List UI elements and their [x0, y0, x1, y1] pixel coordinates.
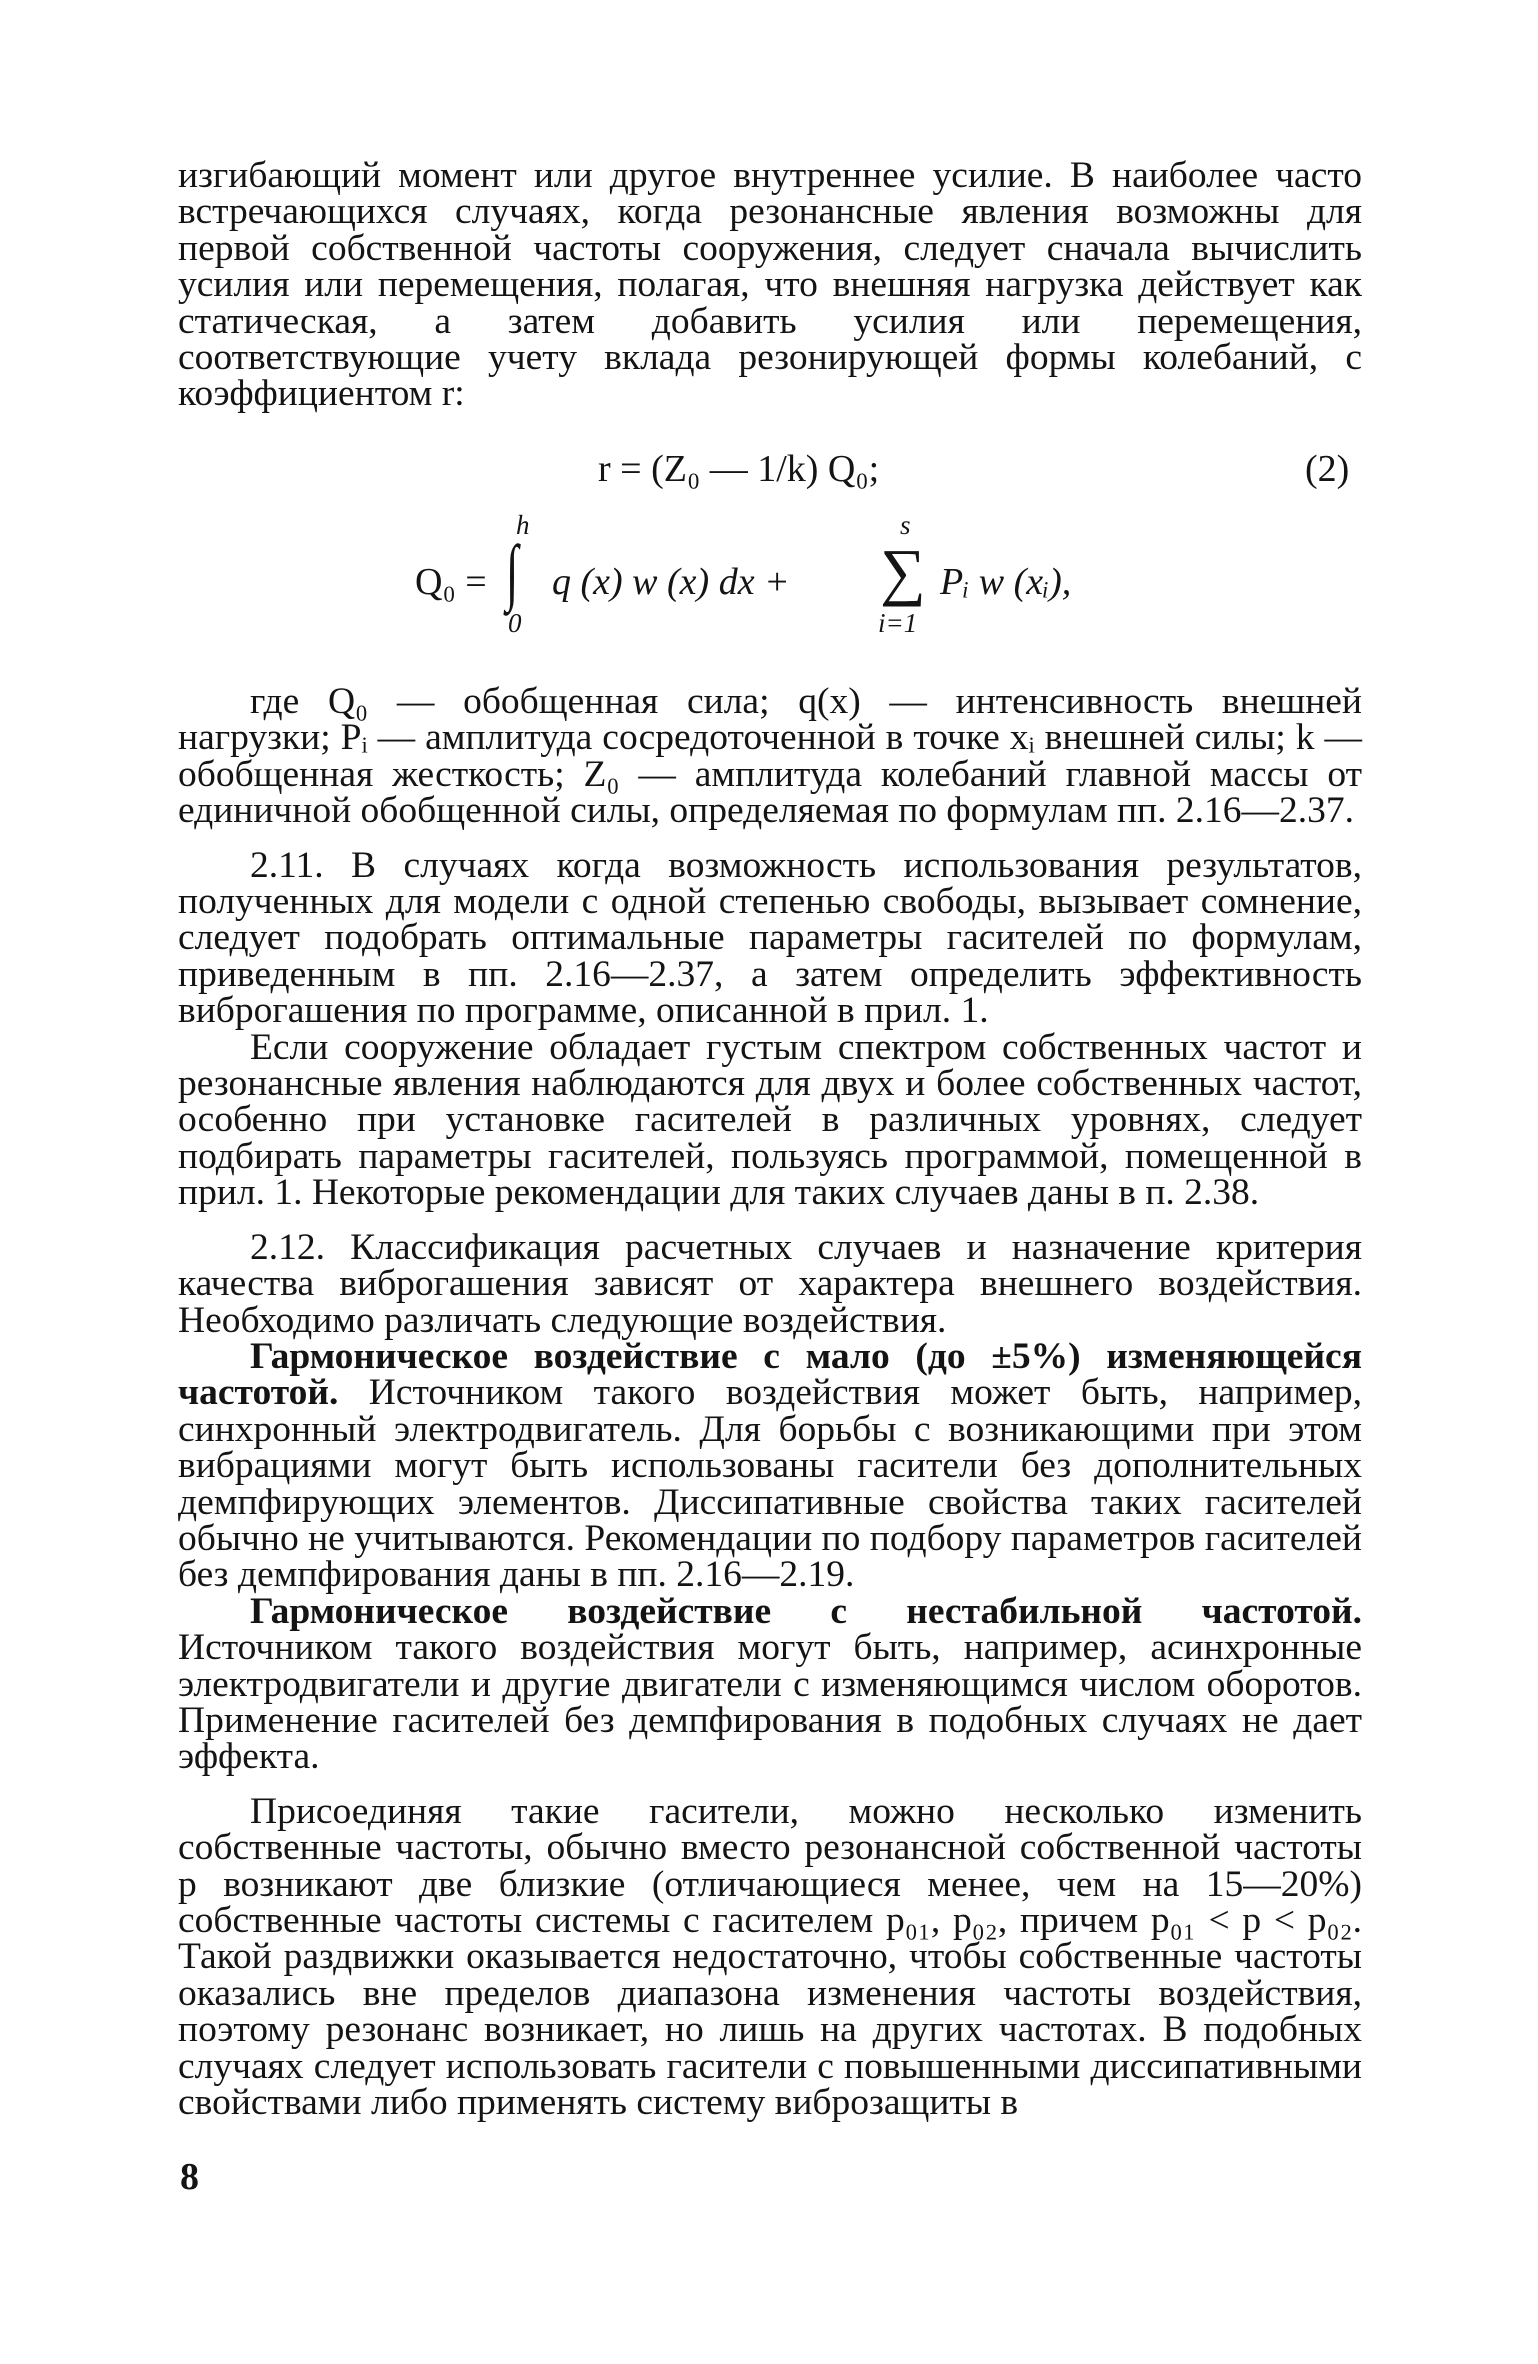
formula-q-sum-term: Pᵢ w (xᵢ),: [940, 561, 1072, 603]
intro-paragraph: изгибающий момент или другое внутреннее усилие. В наиболее часто встречающихся случаях, когда резонансные явления возможны для первой собственной частоты сооружения, следует сначала вычислить усилия или перемещения, полагая, что внешняя нагрузка действует как статическая, а затем добавить усилия или перемещения, соответствующие учету вклада резонирующей формы колебаний, с коэффициентом r:: [178, 155, 1362, 415]
integral-upper-limit: h: [516, 510, 530, 540]
sum-lower-limit: i=1: [878, 608, 918, 638]
heading-harmonic-stable: Гармоническое воздействие с мало (до ±5%) изменяющейся частотой.: [178, 1335, 1362, 1414]
sum-upper-limit: s: [900, 510, 911, 540]
intro-paragraph-block: [178, 155, 1362, 415]
body-text-block: [178, 681, 1362, 2124]
formula-number: (2): [1305, 448, 1350, 490]
paragraph-harmonic-unstable: [178, 1590, 1362, 1778]
text-harmonic-unstable: Источником такого воздействия могут быть, например, асинхронные электродвигатели и другие двигатели с изменяющимся числом оборотов. Применение гасителей без демпфирования в подобных случаях не дает эффекта.: [178, 1627, 1362, 1778]
text-harmonic-stable: Источником такого воздействия может быть, например, синхронный электродвигатель. Для борьбы с возникающими при этом вибрациями могут быть использованы гасители без дополнительных демпфирующих элементов. Диссипативные свойства таких гасителей обычно не учитываются. Рекомендации по подбору параметров гасителей без демпфирования даны в пп. 2.16—2.19.: [178, 1372, 1362, 1596]
paragraph-harmonic-stable: [178, 1335, 1362, 1596]
paragraph-attach-dampers: Присоединяя такие гасители, можно несколько изменить собственные частоты, обычно вместо резонансной собственной частоты p возникают две близкие (отличающиеся менее, чем на 15—20%) собственные частоты системы с гасителем p₀₁, p₀₂, причем p₀₁ < p < p₀₂. Такой раздвижки оказывается недостаточно, чтобы собственные частоты оказались вне пределов диапазона изменения частоты воздействия, поэтому резонанс возникает, но лишь на других частотах. В подобных случаях следует использовать гасители с повышенными диссипативными свойствами либо применять систему виброзащиты в: [178, 1790, 1362, 2124]
formula-q-lhs: Q₀ =: [415, 561, 487, 603]
paragraph-2-12: 2.12. Классификация расчетных случаев и назначение критерия качества виброгашения зависят от характера внешнего воздействия. Необходимо различать следующие воздействия.: [178, 1226, 1362, 1341]
formula-q-integrand: q (x) w (x) dx +: [552, 561, 790, 603]
integral-symbol: ∫: [505, 531, 519, 613]
formula-r: r = (Z₀ — 1/k) Q₀;: [598, 448, 880, 490]
heading-harmonic-unstable: Гармоническое воздействие с нестабильной частотой.: [250, 1590, 1362, 1632]
sum-symbol: ∑: [880, 536, 926, 607]
integral-lower-limit: 0: [508, 608, 522, 638]
page-number: 8: [180, 2156, 199, 2198]
paragraph-dense-spectrum: Если сооружение обладает густым спектром собственных частот и резонансные явления наблюдаются для двух и более собственных частот, особенно при установке гасителей в различных уровнях, следует подбирать параметры гасителей, пользуясь программой, помещенной в прил. 1. Некоторые рекомендации для таких случаев даны в п. 2.38.: [178, 1026, 1362, 1214]
paragraph-2-11: 2.11. В случаях когда возможность использования результатов, полученных для модели с одной степенью свободы, вызывает сомнение, следует подобрать оптимальные параметры гасителей по формулам, приведенным в пп. 2.16—2.37, а затем определить эффективность виброгашения по программе, описанной в прил. 1.: [178, 844, 1362, 1032]
where-paragraph: где Q₀ — обобщенная сила; q(x) — интенсивность внешней нагрузки; Pᵢ — амплитуда сосредоточенной в точке xᵢ внешней силы; k — обобщенная жесткость; Z₀ — амплитуда колебаний главной массы от единичной обобщенной силы, определяемая по формулам пп. 2.16—2.37.: [178, 681, 1362, 832]
